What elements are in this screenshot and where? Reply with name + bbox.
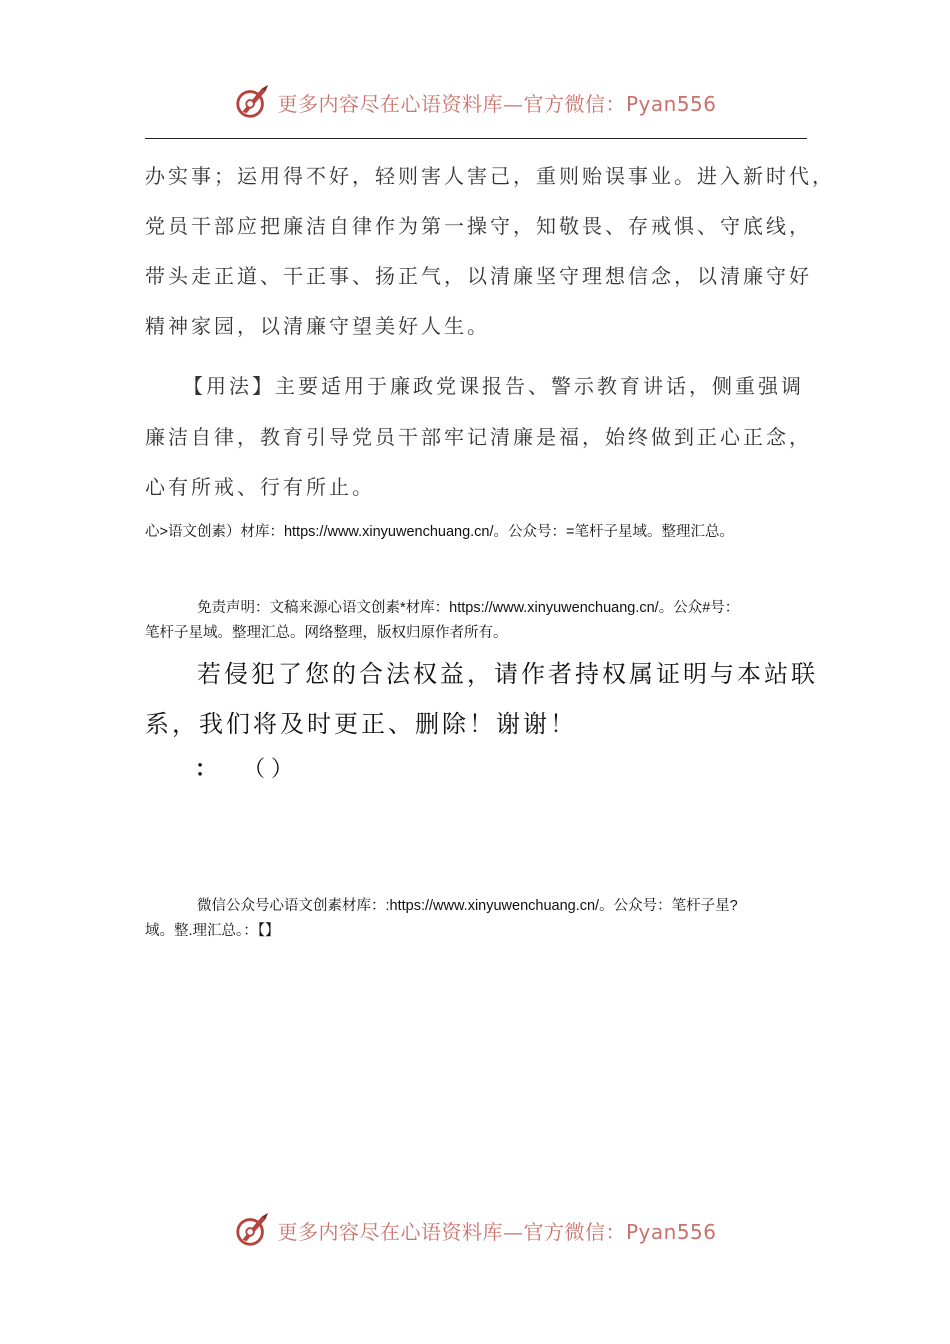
header-divider (145, 138, 807, 139)
disclaimer-line-1: 免责声明：文稿来源心语文创素*材库：https://www.xinyuwenchuang.cn/。公众#号： (197, 600, 740, 616)
disclaimer-line-2: 笔杆子星域。整理汇总。网络整理，版权归原作者所有。 (145, 625, 508, 641)
notice-line-2: 系，我们将及时更正、删除！谢谢！ (145, 710, 577, 738)
header-wechat-id: Pyan556 (625, 91, 717, 116)
paragraph-usage-line-3: 心有所戒、行有所止。 (145, 475, 375, 499)
header-banner-text: 更多内容尽在心语资料库—官方微信：Pyan556 (277, 91, 717, 116)
paragraph-usage-line-1: 【用法】主要适用于廉政党课报告、警示教育讲话，侧重强调 (183, 374, 804, 398)
footer-banner (0, 1210, 950, 1250)
paragraph-1-line-3: 带头走正道、干正事、扬正气，以清廉坚守理想信念，以清廉守好 (145, 264, 812, 288)
quill-logo-icon (233, 83, 271, 121)
paragraph-1-line-1: 办实事；运用得不好，轻则害人害己，重则贻误事业。进入新时代， (145, 164, 835, 188)
header-banner (0, 82, 950, 122)
footer-wechat-id: Pyan556 (625, 1219, 717, 1244)
quill-logo-icon (233, 1211, 271, 1249)
paragraph-1-line-2: 党员干部应把廉洁自律作为第一操守，知敬畏、存戒惧、守底线， (145, 214, 812, 238)
wechat-line-2: 域。整.理汇总。：【】 (145, 923, 280, 939)
wechat-line-1: 微信公众号心语文创素材库：:https://www.xinyuwenchuang.cn/。公众号：笔杆子星? (197, 898, 738, 914)
paren-mark: （） (243, 757, 300, 782)
colon-mark: ： (195, 757, 218, 782)
paragraph-1-line-4: 精神家园，以清廉守望美好人生。 (145, 314, 490, 338)
paragraph-usage-line-2: 廉洁自律，教育引导党员干部牢记清廉是福，始终做到正心正念， (145, 425, 812, 449)
footer-banner-text: 更多内容尽在心语资料库—官方微信：Pyan556 (277, 1219, 717, 1244)
notice-line-1: 若侵犯了您的合法权益，请作者持权属证明与本站联 (197, 660, 818, 688)
source-line: 心>语文创素）材库：https://www.xinyuwenchuang.cn/。公众号：=笔杆子星域。整理汇总。 (145, 524, 734, 540)
